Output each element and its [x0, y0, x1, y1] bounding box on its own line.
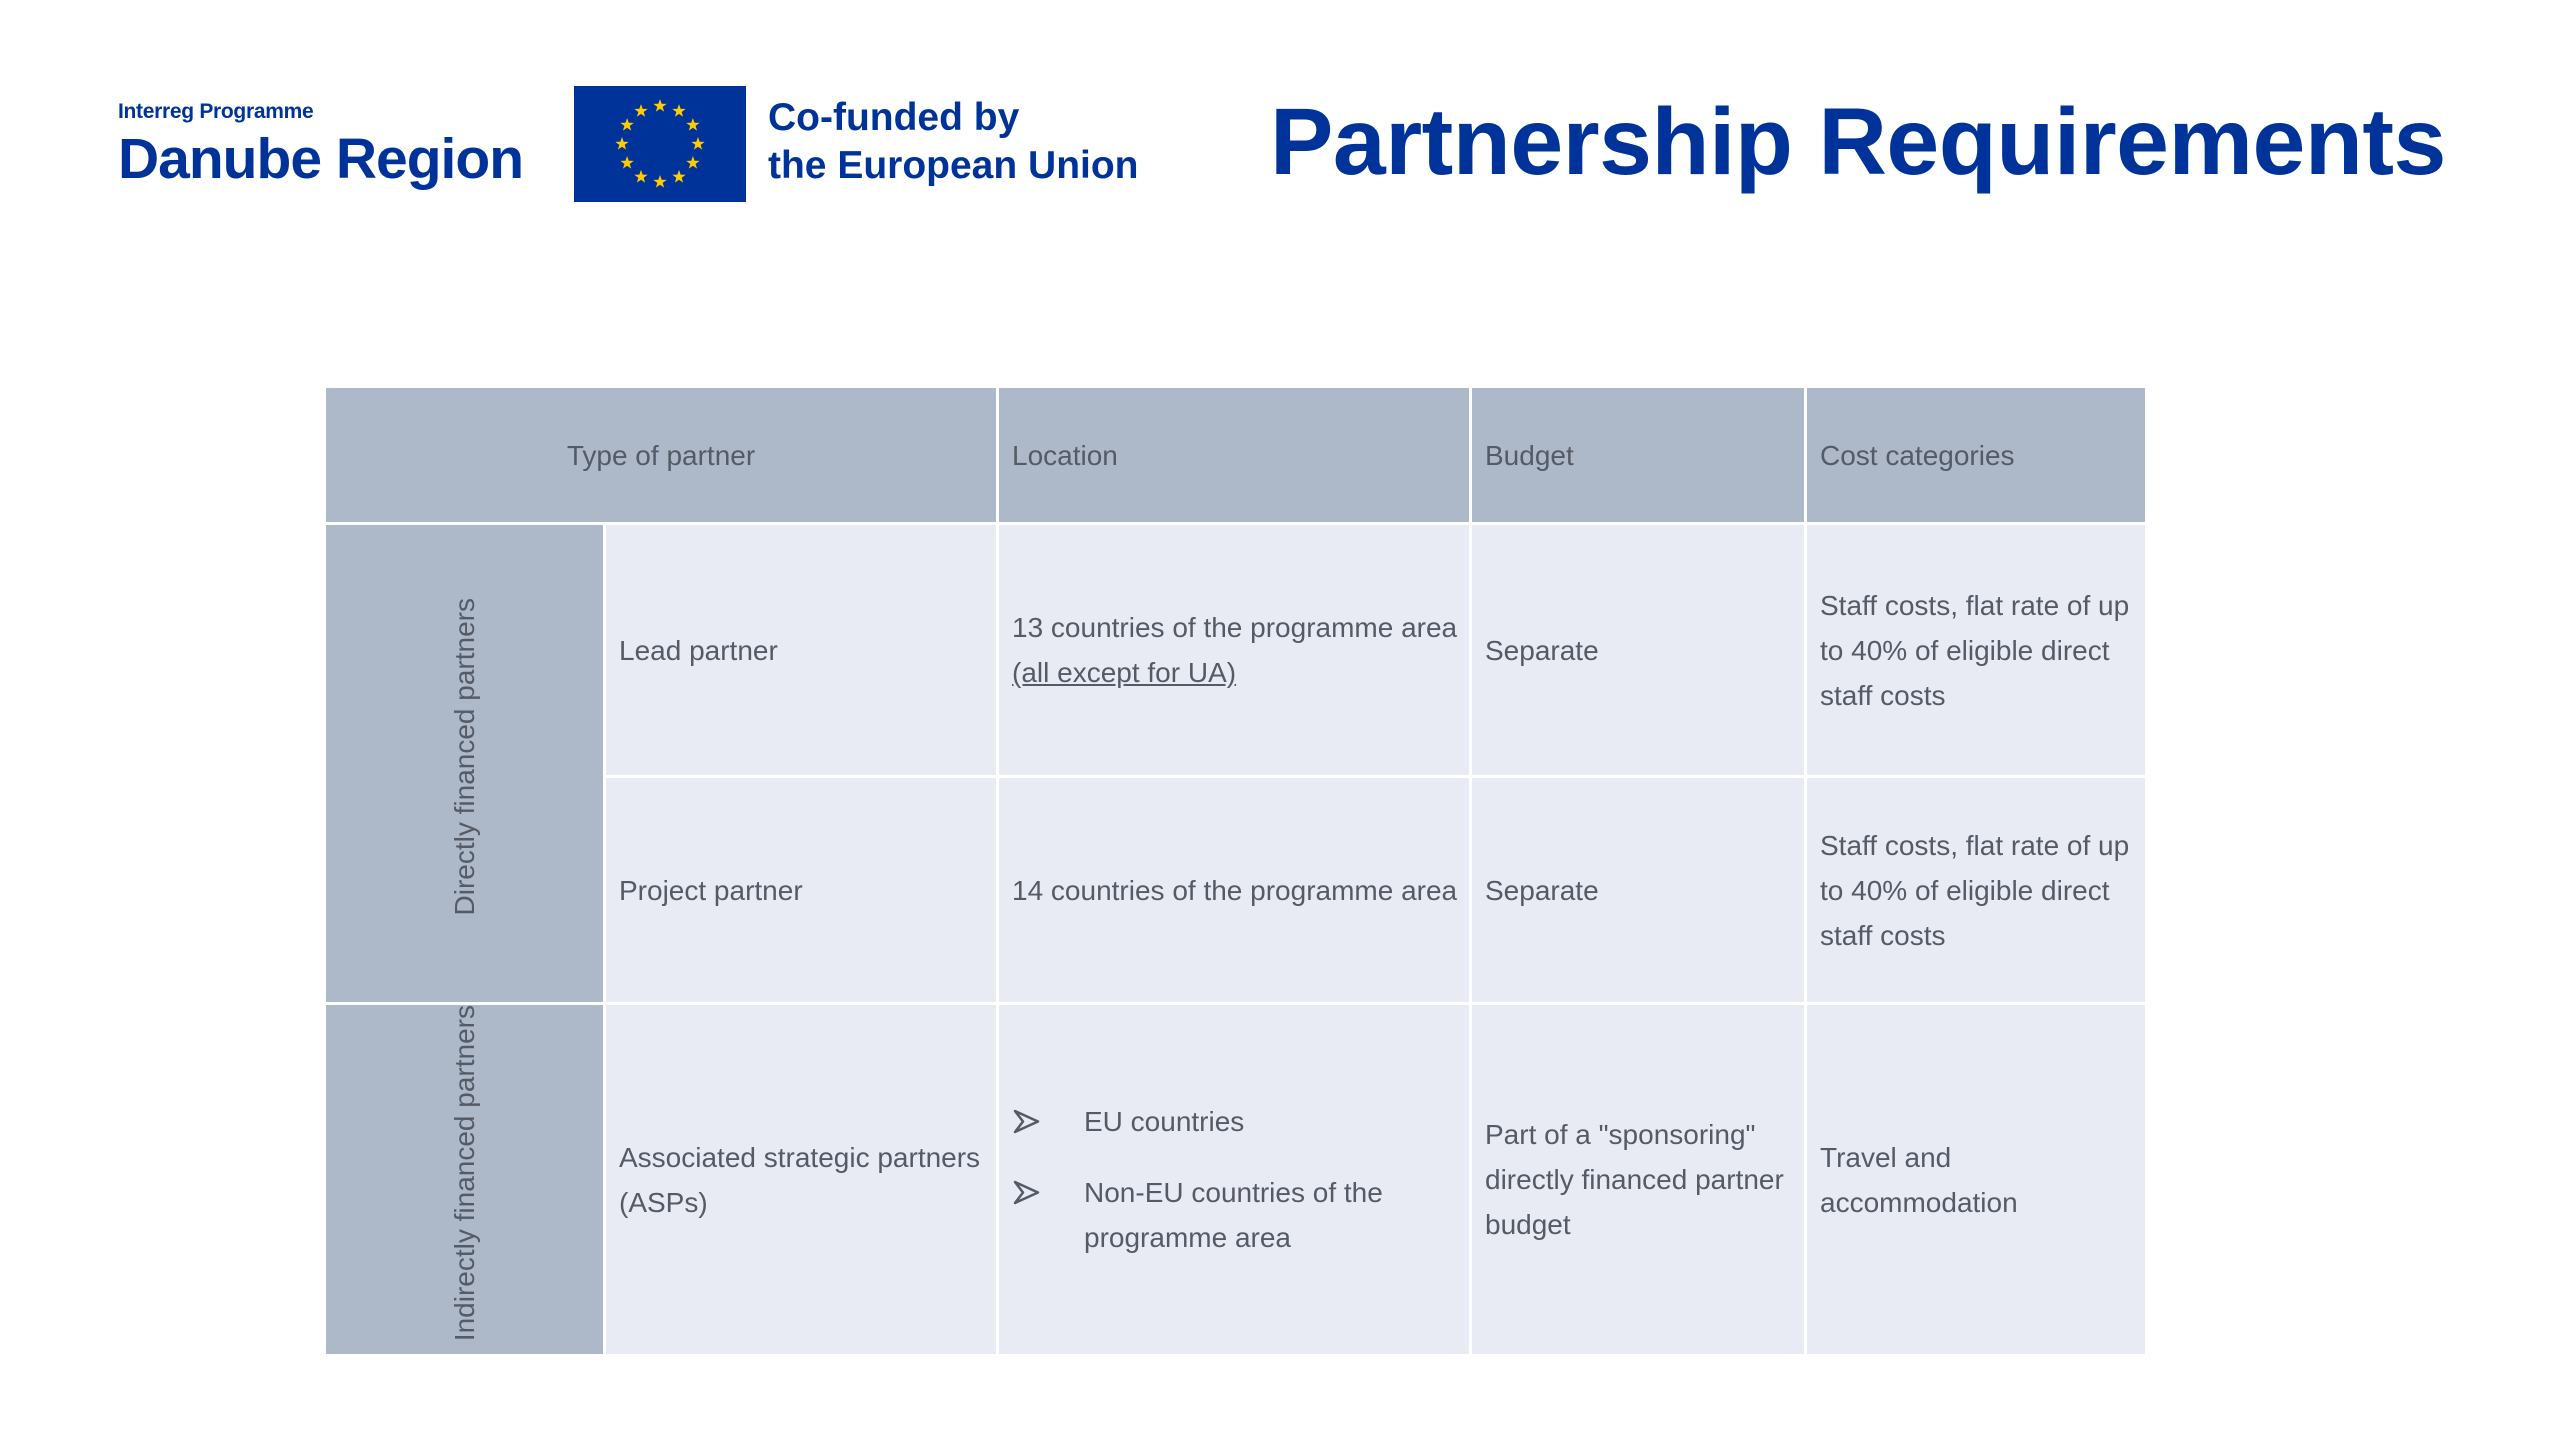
- cell-budget: Part of a "sponsoring" directly financed partner budget: [1471, 1004, 1806, 1356]
- arrowhead-bullet-icon: [1012, 1099, 1042, 1144]
- partnership-table: [323, 385, 2148, 1357]
- cell-cost-categories: Staff costs, flat rate of up to 40% of eligible direct staff costs: [1806, 777, 2147, 1004]
- list-item-text: EU countries: [1084, 1106, 1245, 1138]
- group-label: Directly financed partners: [448, 598, 480, 916]
- group-indirectly-financed: [325, 1004, 605, 1356]
- cell-type: Associated strategic partners (ASPs): [605, 1004, 998, 1356]
- eu-cofunded-line1: Co-funded by: [768, 96, 1020, 139]
- header-location: Location: [998, 387, 1471, 524]
- cell-location: [998, 524, 1471, 777]
- arrowhead-bullet-icon: [1012, 1170, 1042, 1215]
- table-header-row: [325, 387, 2147, 524]
- cell-cost-categories: Travel and accommodation: [1806, 1004, 2147, 1356]
- eu-cofunded-line2: the European Union: [768, 144, 1139, 187]
- group-directly-financed: [325, 524, 605, 1004]
- cell-cost-categories: Staff costs, flat rate of up to 40% of eligible direct staff costs: [1806, 524, 2147, 777]
- cell-budget: Separate: [1471, 777, 1806, 1004]
- cell-location: [998, 1004, 1471, 1356]
- eu-cofunded-text: [768, 94, 1139, 190]
- eu-star: [691, 137, 704, 150]
- eu-star: [653, 175, 666, 188]
- list-item-text: Non-EU countries of the programme area: [1084, 1177, 1383, 1254]
- eu-flag-icon: [574, 86, 746, 202]
- interreg-logo-name: Danube Region: [118, 127, 524, 191]
- eu-star: [653, 99, 666, 112]
- eu-star: [620, 118, 633, 131]
- cell-type: Lead partner: [605, 524, 998, 777]
- location-text: 13 countries of the programme area: [1012, 612, 1458, 643]
- table-row: [325, 1004, 2147, 1356]
- list-item: [1012, 1099, 1469, 1144]
- cell-location: 14 countries of the programme area: [998, 777, 1471, 1004]
- eu-star: [686, 156, 699, 169]
- page-title: Partnership Requirements: [1270, 89, 2446, 195]
- interreg-logo: [118, 100, 523, 192]
- table-row: [325, 524, 2147, 777]
- location-list: [1012, 1099, 1469, 1260]
- cell-budget: Separate: [1471, 524, 1806, 777]
- location-exception-link[interactable]: (all except for UA): [1012, 657, 1237, 688]
- eu-star: [634, 170, 647, 183]
- cell-type: Project partner: [605, 777, 998, 1004]
- eu-star: [615, 137, 628, 150]
- group-label: Indirectly financed partners: [448, 1005, 480, 1342]
- eu-star: [686, 118, 699, 131]
- eu-star: [672, 170, 685, 183]
- header-cost-categories: Cost categories: [1806, 387, 2147, 524]
- interreg-logo-small-text: Interreg Programme: [118, 100, 314, 123]
- eu-star: [620, 156, 633, 169]
- list-item: [1012, 1170, 1469, 1260]
- header-type-of-partner: Type of partner: [325, 387, 998, 524]
- eu-star: [634, 104, 647, 117]
- eu-star: [672, 104, 685, 117]
- header-budget: Budget: [1471, 387, 1806, 524]
